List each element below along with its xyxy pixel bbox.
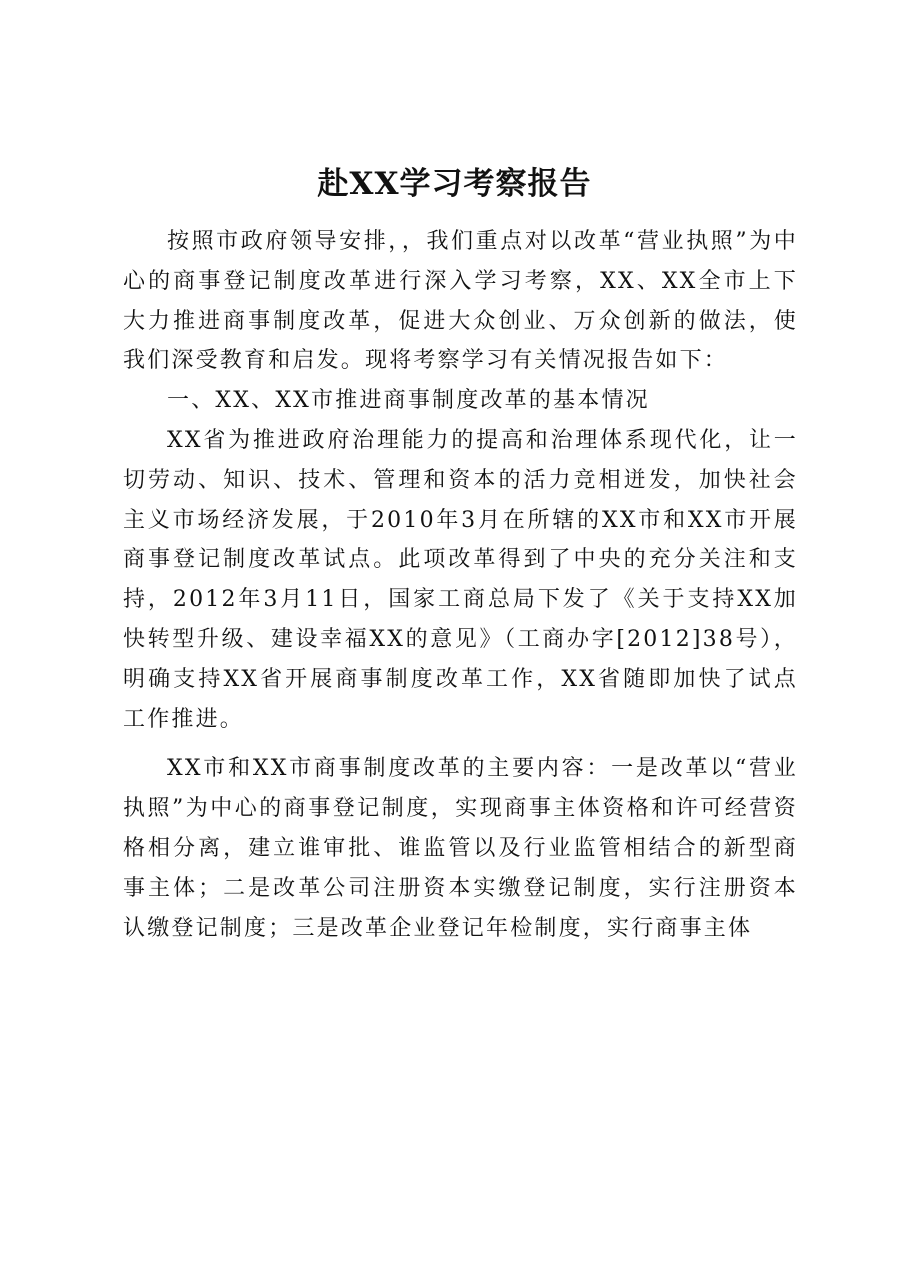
section-heading-1: 一、XX、XX市推进商事制度改革的基本情况 — [167, 388, 650, 414]
document-title: 赴XX学习考察报告 — [317, 166, 592, 202]
paragraph-main-content: XX市和XX市商事制度改革的主要内容：一是改革以“营业执照”为中心的商事登记制度，实现商事主体资格和许可经营资格相分离，建立谁审批、谁监管以及行业监管相结合的新型商事主体；二是改革公司注册资本实缴登记制度，实行注册资本认缴登记制度；三是改革企业登记年检制度，实行商事主体 — [123, 756, 798, 941]
paragraph-intro: 按照市政府领导安排，，我们重点对以改革“营业执照”为中心的商事登记制度改革进行深入学习考察，XX、XX全市上下大力推进商事制度改革，促进大众创业、万众创新的做法，使我们深受教育和启发。现将考察学习有关情况报告如下： — [123, 229, 798, 374]
document-body — [123, 222, 798, 948]
paragraph-background: XX省为推进政府治理能力的提高和治理体系现代化，让一切劳动、知识、技术、管理和资本的活力竞相迸发，加快社会主义市场经济发展，于2010年3月在所辖的XX市和XX市开展商事登记制度改革试点。此项改革得到了中央的充分关注和支持，2012年3月11日，国家工商总局下发了《关于支持XX加快转型升级、建设幸福XX的意见》（工商办字[2012]38号），明确支持XX省开展商事制度改革工作，XX省随即加快了试点工作推进。 — [123, 427, 798, 732]
